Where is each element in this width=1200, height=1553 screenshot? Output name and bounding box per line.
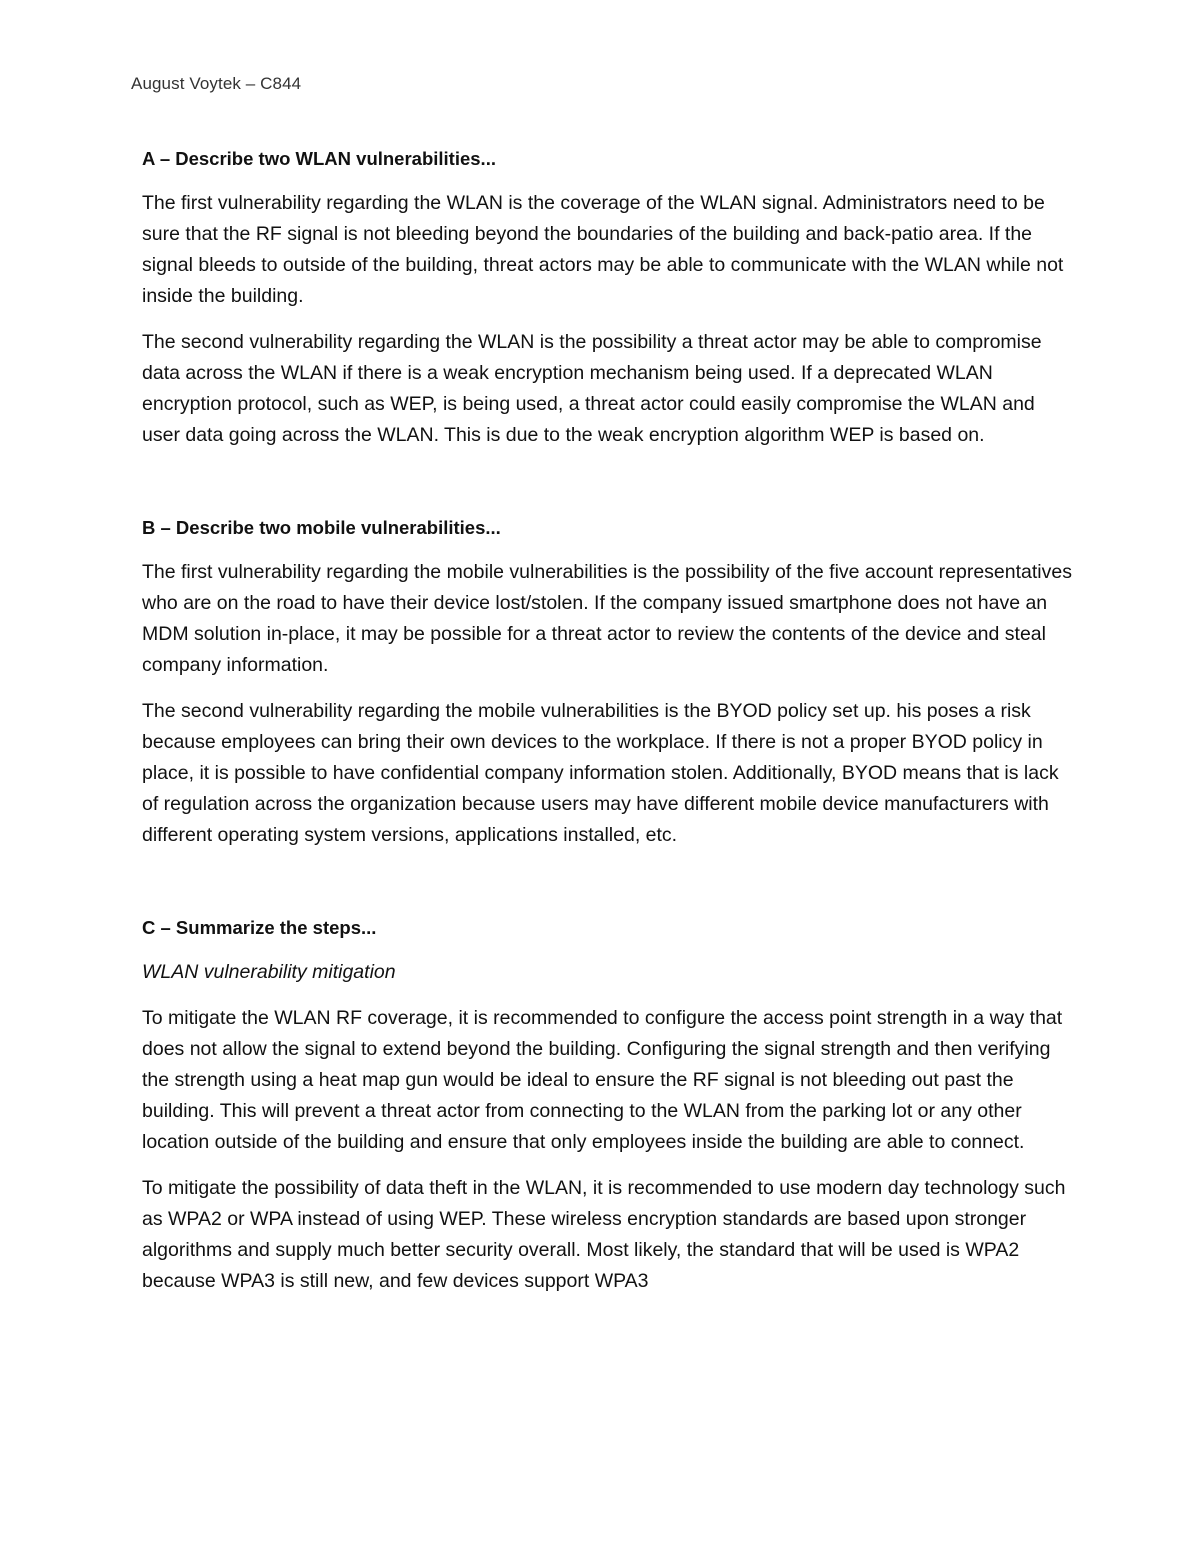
author-header: August Voytek – C844 [131,74,302,93]
section-a [142,143,1072,451]
document-body [142,143,1072,1312]
section-b [142,512,1072,851]
section-b-heading: B – Describe two mobile vulnerabilities... [142,517,501,538]
section-a-heading: A – Describe two WLAN vulnerabilities... [142,148,496,169]
section-c-subheading: WLAN vulnerability mitigation [142,961,396,983]
section-a-paragraph-1: The first vulnerability regarding the WLAN is the coverage of the WLAN signal. Administrators need to be sure that the RF signal is not bleeding beyond the boundaries of the building and back-patio area. If the signal bleeds to outside of the building, threat actors may be able to communicate with the WLAN while not inside the building. [142,192,1064,307]
section-c [142,912,1072,1297]
section-a-paragraph-2: The second vulnerability regarding the WLAN is the possibility a threat actor may be able to compromise data across the WLAN if there is a weak encryption mechanism being used. If a deprecated WLAN encryption protocol, such as WEP, is being used, a threat actor could easily compromise the WLAN and user data going across the WLAN. This is due to the weak encryption algorithm WEP is based on. [142,331,1042,446]
section-c-paragraph-2: To mitigate the possibility of data theft in the WLAN, it is recommended to use modern day technology such as WPA2 or WPA instead of using WEP. These wireless encryption standards are based upon stronger algorithms and supply much better security overall. Most likely, the standard that will be used is WPA2 because WPA3 is still new, and few devices support WPA3 [142,1177,1066,1292]
section-spacer [142,466,1072,512]
section-spacer [142,866,1072,912]
section-c-heading: C – Summarize the steps... [142,917,377,938]
section-c-paragraph-1: To mitigate the WLAN RF coverage, it is recommended to configure the access point strength in a way that does not allow the signal to extend beyond the building. Configuring the signal strength and then verifying the strength using a heat map gun would be ideal to ensure the RF signal is not bleeding out past the building. This will prevent a threat actor from connecting to the WLAN from the parking lot or any other location outside of the building and ensure that only employees inside the building are able to connect. [142,1007,1063,1153]
section-b-paragraph-2: The second vulnerability regarding the mobile vulnerabilities is the BYOD policy set up. his poses a risk because employees can bring their own devices to the workplace. If there is not a proper BYOD policy in place, it is possible to have confidential company information stolen. Additionally, BYOD means that is lack of regulation across the organization because users may have different mobile device manufacturers with different operating system versions, applications installed, etc. [142,700,1059,846]
section-b-paragraph-1: The first vulnerability regarding the mobile vulnerabilities is the possibility of the five account representatives who are on the road to have their device lost/stolen. If the company issued smartphone does not have an MDM solution in-place, it may be possible for a threat actor to review the contents of the device and steal company information. [142,561,1072,676]
